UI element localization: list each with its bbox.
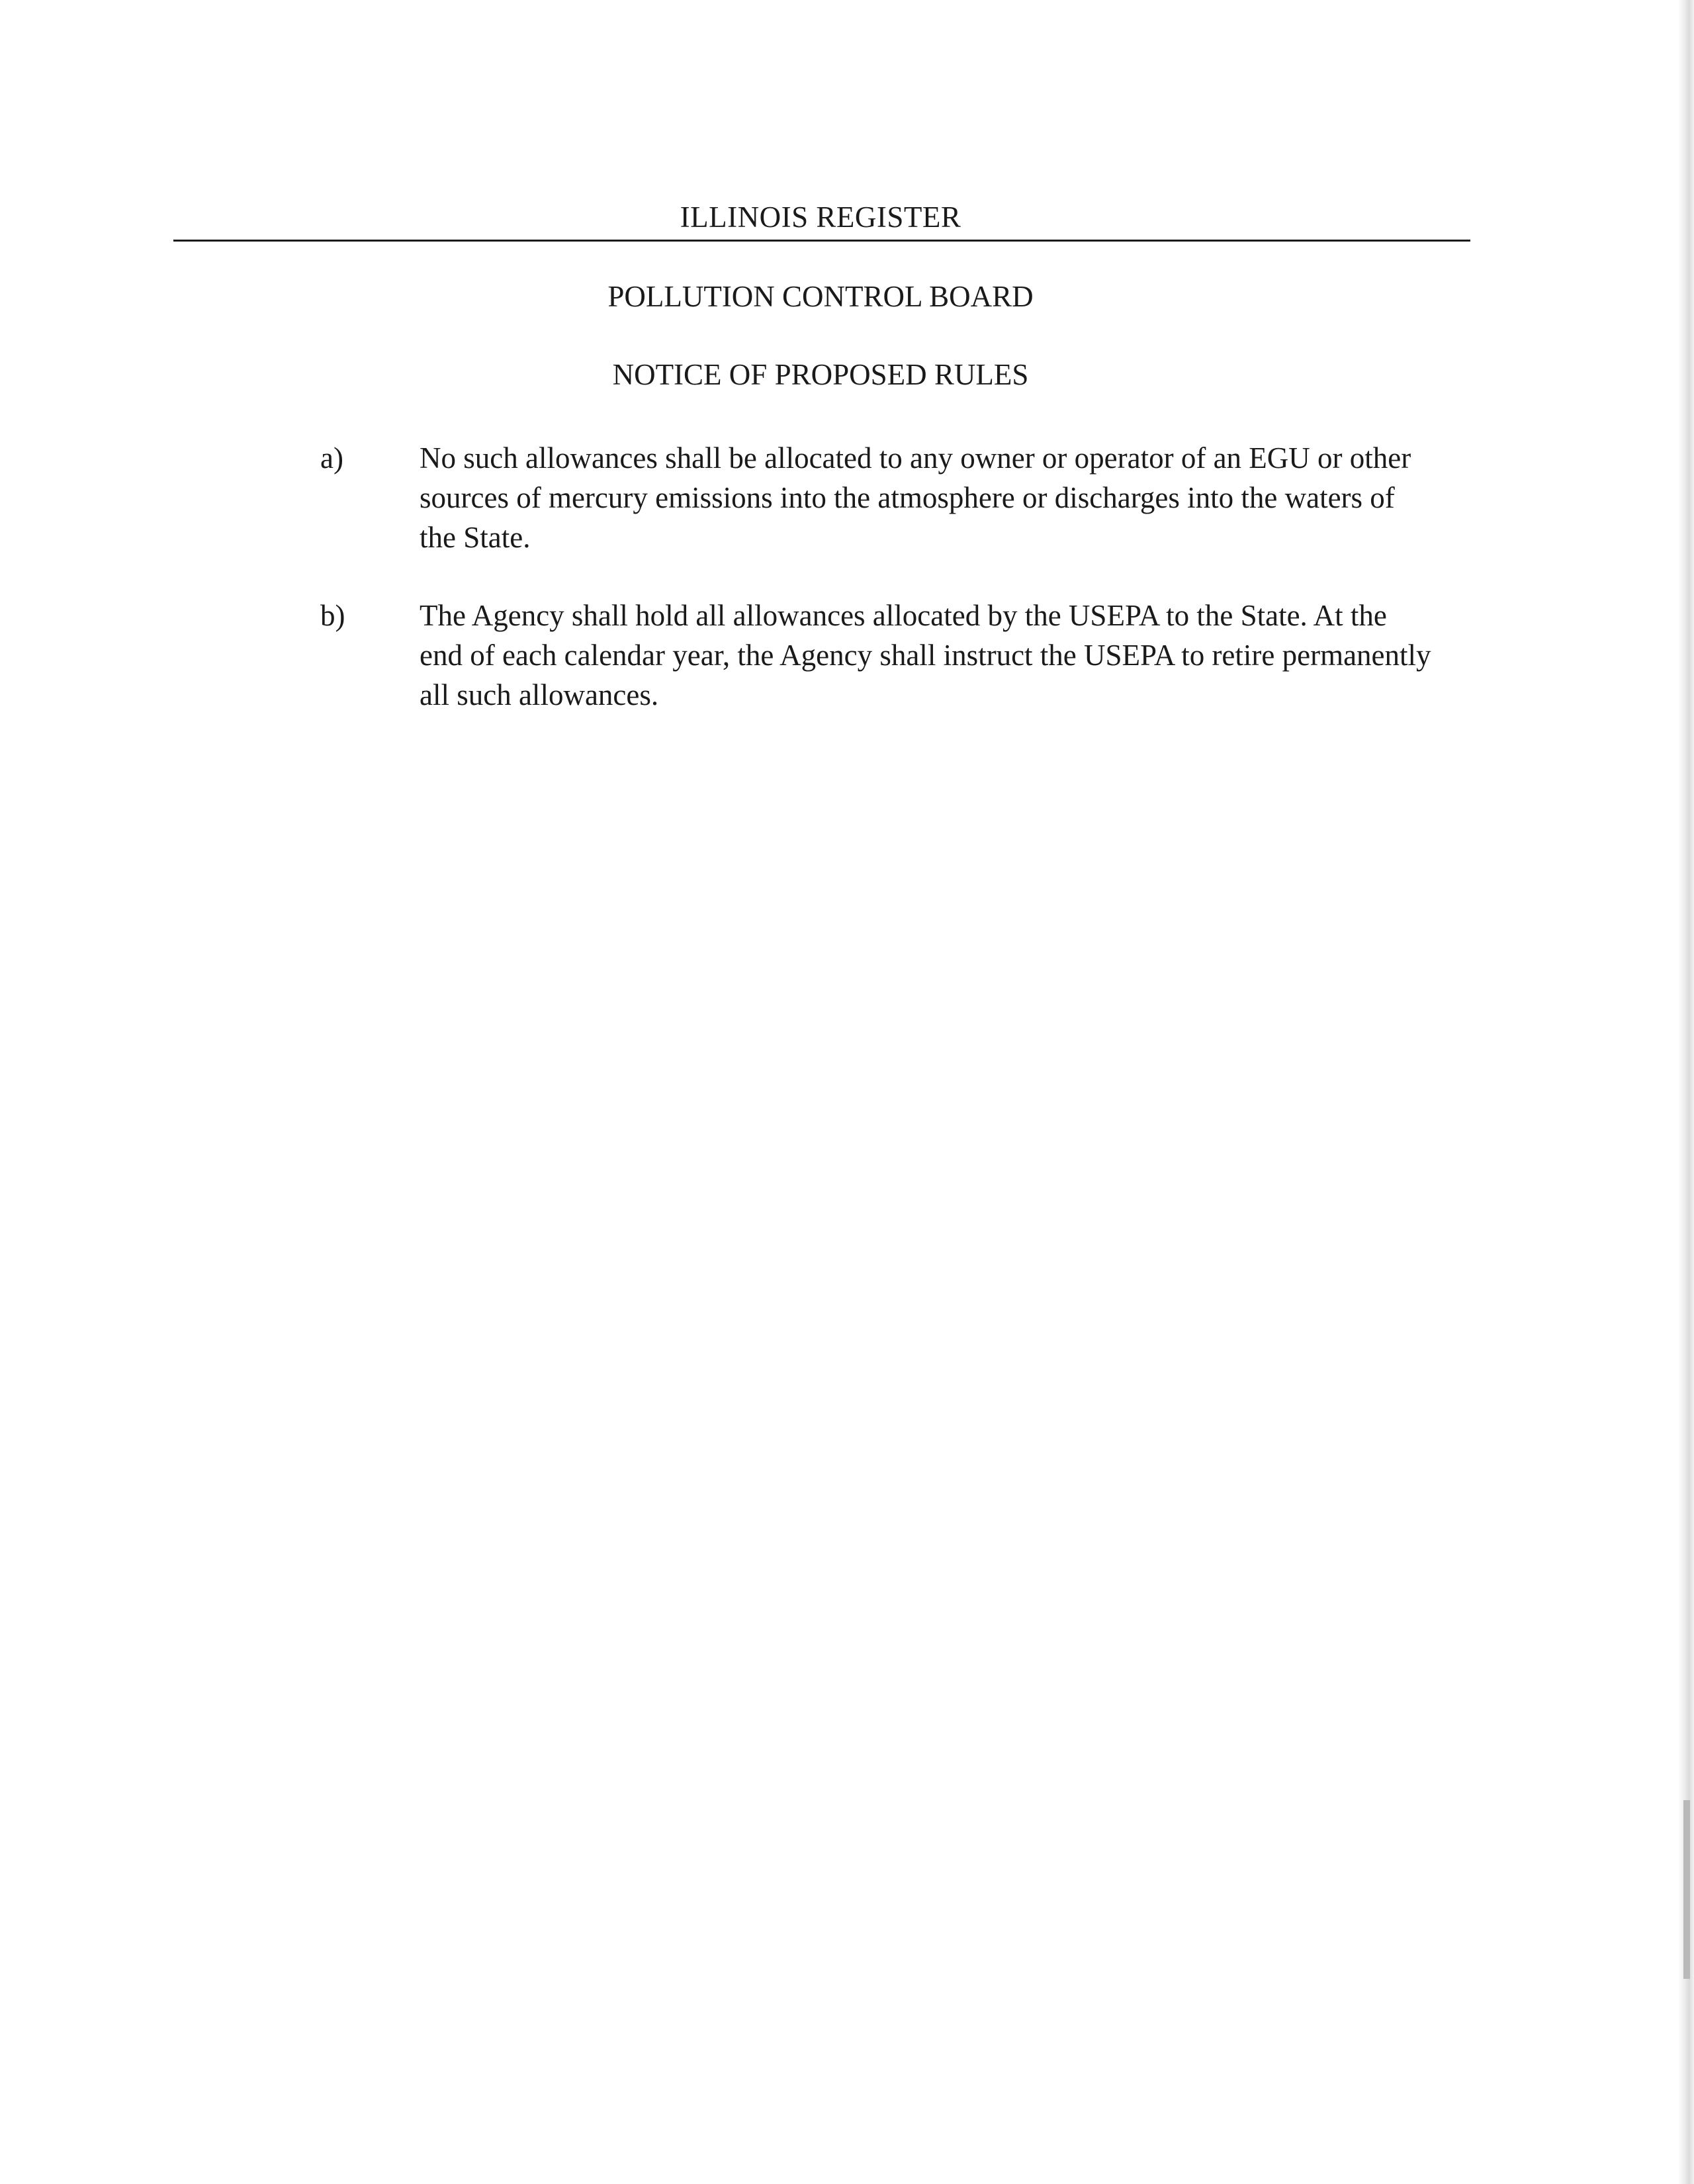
clause-a-marker: a) [320, 441, 343, 475]
clause-a-text: No such allowances shall be allocated to any owner or operator of an EGU or other sources of mercury emissions into the atmosphere or discharges into the waters of the State. [420, 441, 1411, 554]
board-name: POLLUTION CONTROL BOARD [607, 280, 1034, 313]
header-rule [173, 240, 1470, 242]
clause-b-marker: b) [320, 599, 345, 632]
scan-edge-shadow [1683, 1800, 1690, 1979]
notice-title: NOTICE OF PROPOSED RULES [612, 358, 1029, 391]
register-title: ILLINOIS REGISTER [680, 201, 961, 234]
clause-b-text: The Agency shall hold all allowances allocated by the USEPA to the State. At the end of each calendar year, the Agency shall instruct the USEPA to retire permanently all such allowances. [420, 599, 1431, 711]
